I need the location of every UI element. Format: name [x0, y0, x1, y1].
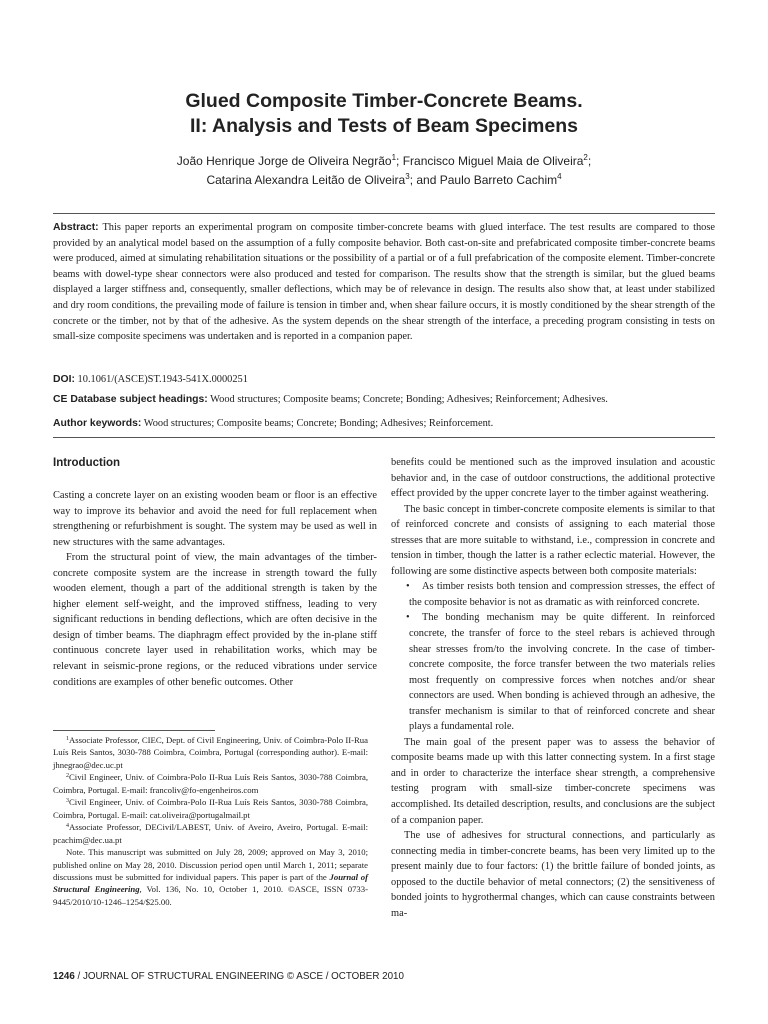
footnote-mark: 3 — [66, 798, 69, 805]
doi-line — [53, 373, 715, 387]
doi-label: DOI: — [53, 374, 75, 385]
footnote-mark: 4 — [66, 823, 69, 830]
author-name: João Henrique Jorge de Oliveira Negrão — [176, 154, 392, 168]
subject-headings-line — [53, 393, 715, 407]
title-line-2: II: Analysis and Tests of Beam Specimens — [190, 115, 578, 137]
journal-footer: / JOURNAL OF STRUCTURAL ENGINEERING © ASCE / OCTOBER 2010 — [74, 971, 404, 982]
body-paragraph: The use of adhesives for structural connections, and particularly as connecting media in timber-concrete beams, has been very limited up to the present mainly due to four factors: (1) the brittle failure of bonded joints, as opposed to the ductile behavior of metal connectors; (2) the sensitiveness of bonded joints to hygrothermal changes, which can cause constraints between ma- — [391, 830, 715, 919]
affiliation-mark: 1 — [391, 153, 397, 162]
author-keywords-line — [53, 417, 715, 431]
footnotes — [53, 734, 368, 908]
bullet-marker: • — [406, 581, 410, 593]
footnote-mark: 2 — [66, 773, 69, 780]
body-paragraph: benefits could be mentioned such as the improved insulation and acoustic behavior and, in the case of outdoor constructions, the additional protective effect provided by the upper concrete layer to the timber against weathering. — [391, 457, 715, 500]
doi-link[interactable]: 10.1061/(ASCE)ST.1943-541X.0000251 — [77, 374, 248, 385]
abstract-top-rule — [53, 213, 715, 214]
title-line-1: Glued Composite Timber-Concrete Beams. — [185, 90, 583, 112]
affiliation-mark: 2 — [583, 153, 588, 162]
footnote-mark: 1 — [66, 736, 69, 742]
subject-headings-value: Wood structures; Composite beams; Concrete; Bonding; Adhesives; Reinforcement; Adhesives. — [210, 394, 608, 405]
abstract — [53, 220, 715, 345]
authors-line-2 — [0, 171, 768, 190]
bullet-text: As timber resists both tension and compression stresses, the effect of the composite behavior is not as dramatic as with reinforced concrete. — [409, 581, 715, 608]
journal-name: Journal of Structural Engineering — [53, 871, 368, 895]
footnote — [53, 821, 368, 846]
author-list — [0, 152, 768, 190]
paper-title — [0, 89, 768, 139]
authors-line-1: João Henrique Jorge de Oliveira Negrão$^1$; Francisco Miguel Maia de Oliveira$^2$; — [176, 153, 592, 168]
affiliation-mark: 3 — [405, 172, 410, 181]
bullet-item — [391, 579, 715, 610]
body-paragraph: Casting a concrete layer on an existing wooden beam or floor is an effective way to improve its behavior and avoid the need for full replacement when strengthening or refurbishment is sought. The system may be used as well in new structures with the same advantages. — [53, 490, 377, 548]
keywords-bottom-rule — [53, 437, 715, 438]
bullet-marker: • — [406, 612, 410, 624]
body-paragraph: From the structural point of view, the main advantages of the timber-concrete composite system are the increase in strength toward the fully wooden element, though a part of the additional strength is taken by the higher element self-weight, and the improved stiffness, leading to very significant reductions in bending deflections, which are often decisive in the design of timber beams. The diaphragm effect provided by the in-plane stiff continuous concrete layer used in rehabilitation works, which may be relevant in seismic-prone regions, or the reduced vibrations under service conditions are examples of other benefic outcomes. Other — [53, 552, 377, 688]
author-keywords-label: Author keywords: — [53, 418, 142, 429]
author-name: Paulo Barreto Cachim — [439, 173, 558, 187]
affiliation-mark: 4 — [557, 172, 562, 181]
body-paragraph: The basic concept in timber-concrete composite elements is similar to that of reinforced concrete and consists of assigning to each material those stresses that are more suitable to withstand, i.e., compression in concrete and tension in timber, though the latter is a rather eclectic material. However, the following are some distinctive aspects between both composite materials: — [391, 503, 715, 577]
abstract-text: This paper reports an experimental program on composite timber-concrete beams with glued interface. The test results are compared to those provided by an analytical model based on the assumption of a fully composite behavior. Both cast-on-site and prefabricated composite timber-concrete beams were produced, aimed at simulating rehabilitation situations or the possibility of a partial or of a full prefabrication of the composite element. Timber-concrete beams with dowel-type shear connectors were also produced and tested for comparison. The results show that the strength is similar, but the glued beams displayed a larger stiffness and, consequently, smaller deflections, which may be of relevance in design. The results also show that, at least under stabilized and dry room conditions, the prevailing mode of failure is tension in timber and, when shear failure occurs, it is mostly conditioned by the shear strength of the concrete or the timber, not by that of the adhesive. As the system depends on the shear strength of the interface, a preceding program consisting in tests on small-size composite specimens was undertaken and is reported in a companion paper. — [53, 222, 715, 343]
footnote — [53, 771, 368, 796]
author-name: Francisco Miguel Maia de Oliveira — [402, 154, 584, 168]
footnote — [53, 734, 368, 771]
footnote-text: Associate Professor, DECivil/LABEST, Univ. of Aveiro, Aveiro, Portugal. E-mail: pcachim@dec.ua.pt — [53, 822, 368, 845]
abstract-label: Abstract: — [53, 222, 99, 233]
footnote-rule — [53, 730, 215, 731]
page-number: 1246 — [53, 971, 75, 982]
footnote-text: Civil Engineer, Univ. of Coimbra-Polo II-Rua Luís Reis Santos, 3030-788 Coimbra, Coimbra, Portugal. E-mail: francoliv@fo-engenheiros.com — [53, 772, 368, 795]
author-separator: ; and — [409, 173, 440, 187]
subject-headings-label: CE Database subject headings: — [53, 394, 208, 405]
submission-note: Note. This manuscript was submitted on July 28, 2009; approved on May 3, 2010; published online on May 28, 2010. Discussion period open until March 1, 2011; separate discussions must be submitted for individual papers. This paper is part of the Journal of Structural Engineering, Vol. 136, No. 10, October 1, 2010. ©ASCE, ISSN 0733-9445/2010/10-1246–1254/$25.00. — [53, 847, 368, 907]
left-column-body — [53, 488, 377, 690]
page-footer — [53, 971, 404, 982]
footnote-text: Civil Engineer, Univ. of Coimbra-Polo II-Rua Luís Reis Santos, 3030-788 Coimbra, Coimbra, Portugal. E-mail: cat.oliveira@portugalmail.pt — [53, 797, 368, 820]
footnote — [53, 796, 368, 821]
right-column-body — [391, 455, 715, 921]
bullet-item — [391, 610, 715, 734]
footnote-text: Associate Professor, CIEC, Dept. of Civil Engineering, Univ. of Coimbra-Polo II-Rua Luís Reis Santos, 3030-788 Coimbra, Coimbra, Portugal (corresponding author). E-mail: jhnegrao@dec.uc.pt — [53, 735, 368, 770]
section-heading-introduction: Introduction — [53, 457, 121, 469]
body-paragraph: The main goal of the present paper was to assess the behavior of composite beams made up with this latter connecting system. In a first stage and in order to characterize the interface shear strength, a comprehensive testing program with small-size timber-concrete specimens was accomplished. Its detailed description, results, and conclusions are the subject of a companion paper. — [391, 736, 715, 826]
author-keywords-value: Wood structures; Composite beams; Concrete; Bonding; Adhesives; Reinforcement. — [143, 418, 494, 429]
bullet-text: The bonding mechanism may be quite different. In reinforced concrete, the transfer of force to the steel rebars is achieved through shear stresses from/to the involving concrete. In the case of timber-concrete composite, the force transfer between the two materials relies most frequently on compressive forces when notches and/or shear connectors are used. When bonding is achieved through an adhesive, the transfer mechanism is similar to that of reinforced concrete and shear plays a fundamental role. — [409, 612, 715, 733]
author-name: Catarina Alexandra Leitão de Oliveira — [206, 173, 406, 187]
